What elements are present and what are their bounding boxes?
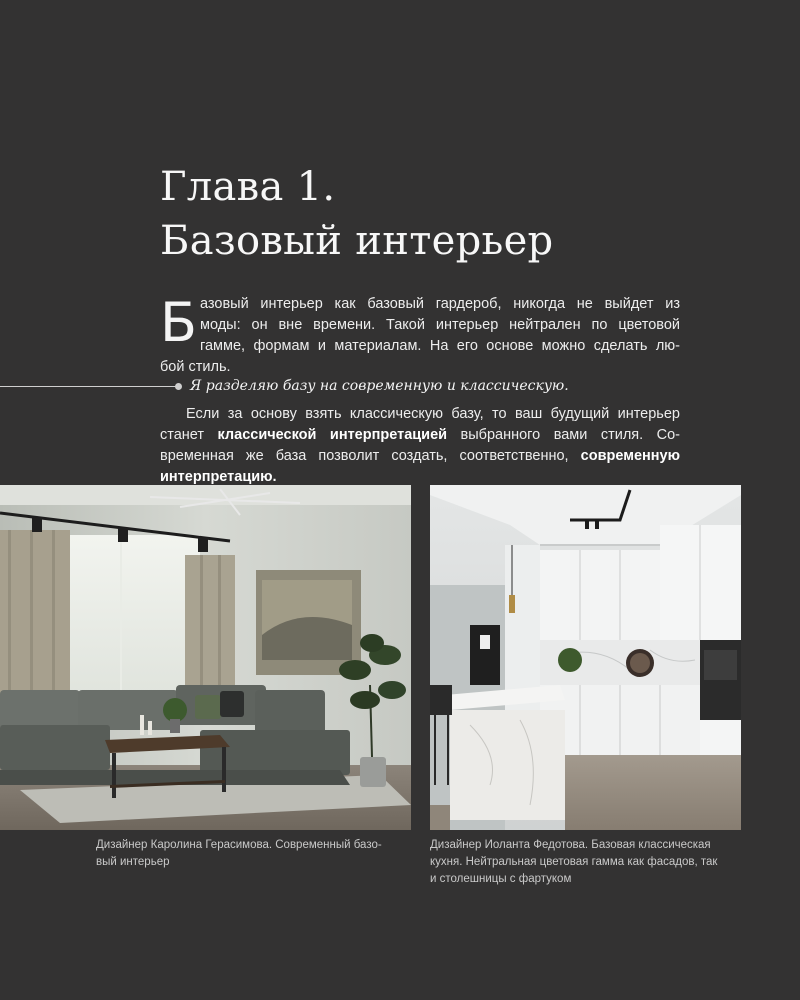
intro-line: азовый интерьер как базовый гардероб, никогда не выйдет из [200, 296, 680, 312]
body-text-run: станет [160, 427, 218, 443]
intro-line: бой стиль. [160, 359, 231, 375]
quote-divider-line [0, 386, 178, 387]
intro-paragraph [160, 291, 680, 378]
emphasis-interpretation: интерпретацию. [160, 469, 277, 485]
caption-living-room [96, 837, 410, 871]
caption-line: кухня. Нейтральная цветовая гамма как фасадов, так [430, 856, 718, 868]
body-text-run: выбранного вами стиля. Со- [447, 427, 680, 443]
kitchen-photo [430, 485, 741, 830]
living-room-photo [0, 485, 411, 830]
pull-quote: Я разделяю базу на современную и классическую. [190, 378, 569, 394]
body-paragraph [160, 404, 680, 488]
caption-line: вый интерьер [96, 856, 170, 868]
chapter-title [160, 160, 720, 268]
emphasis-modern: современную [580, 448, 680, 464]
caption-line: Дизайнер Иоланта Федотова. Базовая классическая [430, 839, 711, 851]
living-room-illustration [0, 485, 411, 830]
body-line [160, 425, 680, 446]
kitchen-illustration [430, 485, 741, 830]
body-line: Если за основу взять классическую базу, то ваш будущий интерьер [186, 406, 680, 422]
caption-line: и столешницы с фартуком [430, 873, 572, 885]
intro-line: моды: он вне времени. Такой интерьер нейтрален по цветовой [200, 317, 680, 333]
body-text-run: временная же база позволит создать, соответственно, [160, 448, 581, 464]
intro-line: гамме, формам и материалам. На его основе можно сделать лю- [200, 338, 680, 354]
drop-cap: Б [160, 291, 198, 354]
emphasis-classic-interpretation: классической интерпретацией [217, 427, 448, 443]
body-line [160, 446, 680, 467]
caption-kitchen [430, 837, 742, 888]
caption-line: Дизайнер Каролина Герасимова. Современный базо- [96, 839, 382, 851]
chapter-title-line-2: Базовый интерьер [160, 218, 554, 264]
chapter-title-line-1: Глава 1. [160, 164, 336, 210]
quote-divider-dot [175, 383, 182, 390]
